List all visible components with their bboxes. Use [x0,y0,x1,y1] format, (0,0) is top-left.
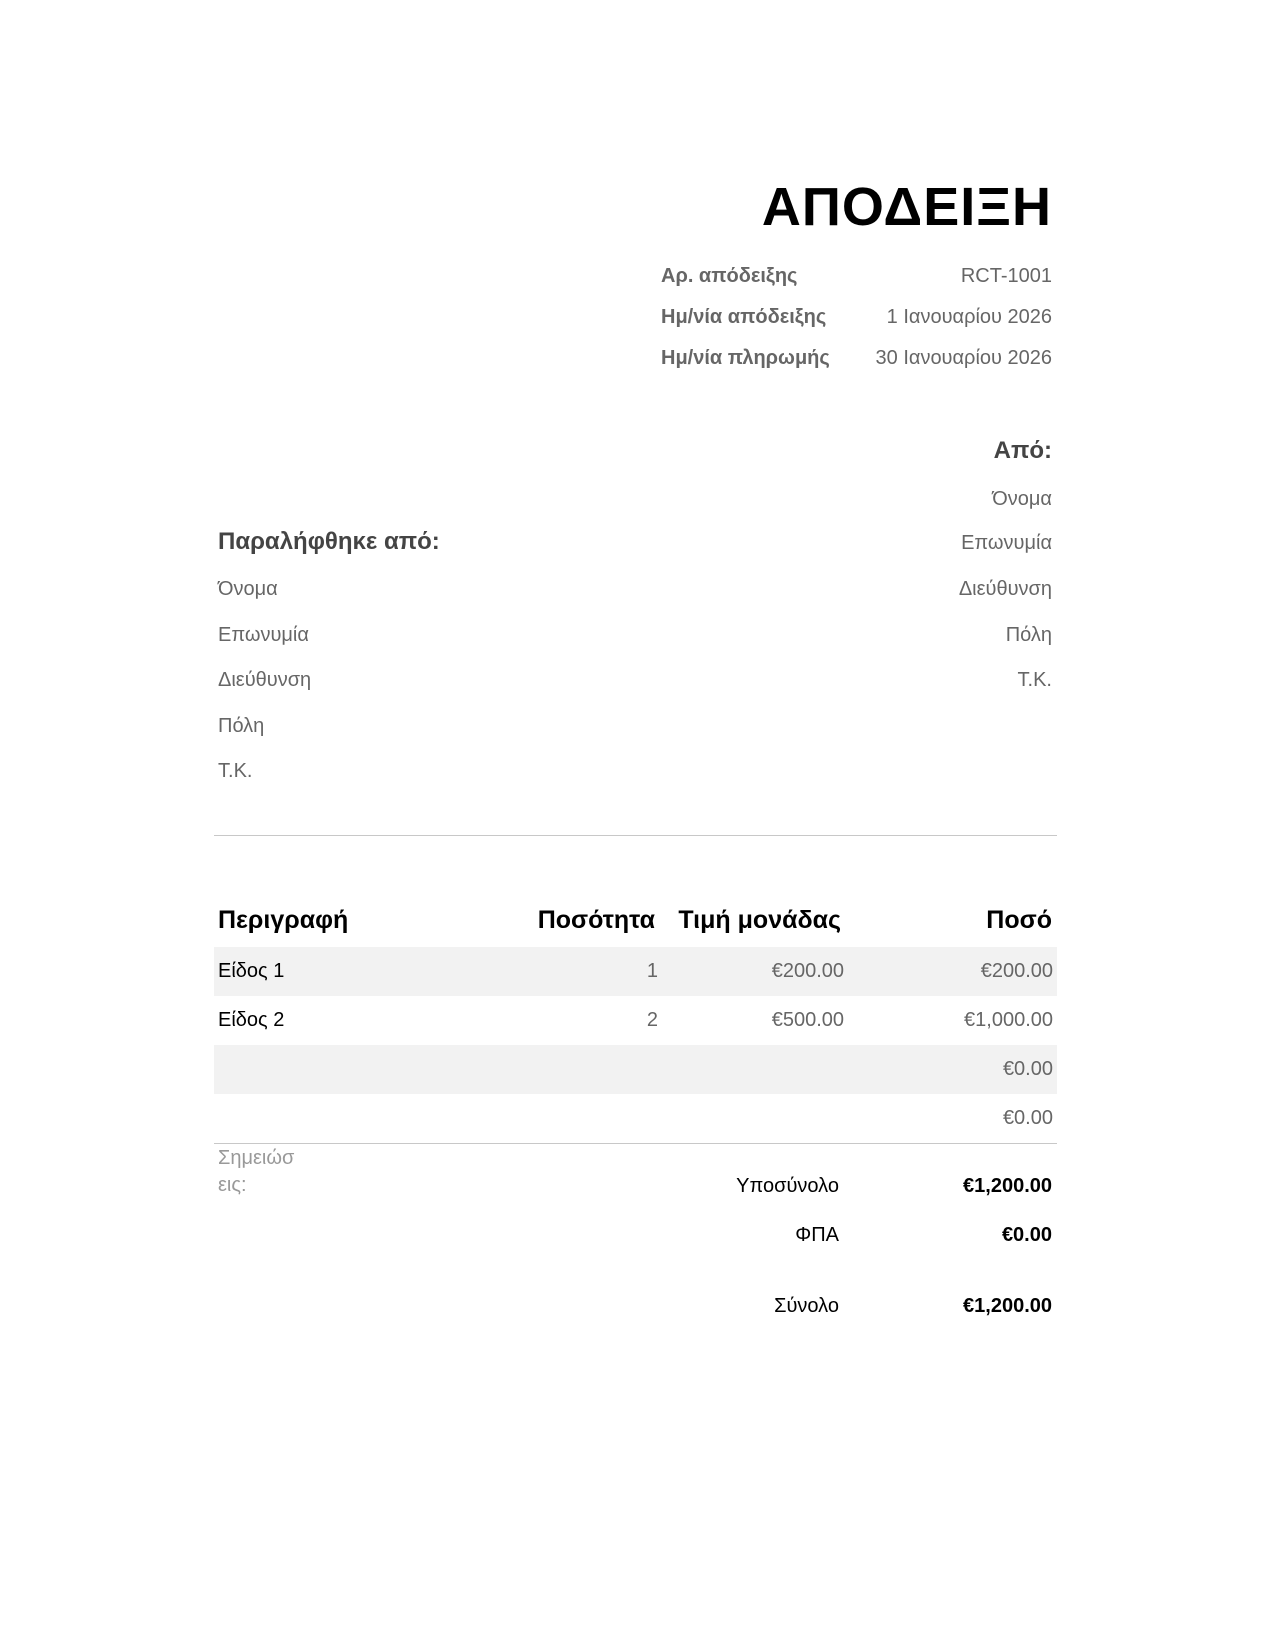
item-unit-price: €200.00 [771,960,844,982]
column-header-quantity: Ποσότητα [537,906,655,934]
tax-label: ΦΠΑ [795,1224,839,1246]
received-by-postcode: Τ.Κ. [218,760,253,782]
from-company: Επωνυμία [961,532,1052,554]
item-amount: €1,000.00 [964,1009,1053,1031]
from-address: Διεύθυνση [958,578,1052,600]
item-amount: €0.00 [1002,1107,1053,1129]
receipt-date-label: Ημ/νία απόδειξης [661,306,827,328]
receipt-number-label: Αρ. απόδειξης [661,265,798,287]
from-name: Όνομα [992,488,1052,510]
total-value: €1,200.00 [963,1295,1052,1317]
received-by-heading: Παραλήφθηκε από: [218,528,440,555]
received-by-city: Πόλη [218,715,265,737]
table-row [214,947,1057,996]
column-header-amount: Ποσό [986,906,1052,934]
subtotal-value: €1,200.00 [963,1175,1052,1197]
document-title: ΑΠΟΔΕΙΞΗ [761,177,1052,237]
notes-label: Σημειώσεις: [218,1147,295,1196]
received-by-company: Επωνυμία [218,624,309,646]
tax-value: €0.00 [1001,1224,1052,1246]
receipt-number-value: RCT-1001 [960,265,1052,287]
received-by-name: Όνομα [218,578,278,600]
item-amount: €200.00 [980,960,1053,982]
subtotal-label: Υποσύνολο [736,1175,839,1197]
receipt-date-value: 1 Ιανουαρίου 2026 [886,306,1052,328]
table-row [214,1094,1057,1143]
item-quantity: 1 [646,960,658,982]
payment-date-label: Ημ/νία πληρωμής [661,347,830,369]
item-description: Είδος 2 [218,1009,285,1031]
from-postcode: Τ.Κ. [1017,669,1052,691]
total-label: Σύνολο [774,1295,839,1317]
item-unit-price: €500.00 [771,1009,844,1031]
column-header-description: Περιγραφή [218,906,349,934]
item-quantity: 2 [646,1009,658,1031]
received-by-address: Διεύθυνση [218,669,312,691]
from-heading: Από: [993,437,1052,464]
column-header-unit-price: Τιμή μονάδας [678,906,841,934]
payment-date-value: 30 Ιανουαρίου 2026 [875,347,1052,369]
item-amount: €0.00 [1002,1058,1053,1080]
item-description: Είδος 1 [218,960,285,982]
table-bottom-divider [214,1143,1057,1144]
section-divider [214,835,1057,836]
table-row [214,996,1057,1045]
from-city: Πόλη [1005,624,1052,646]
table-row [214,1045,1057,1094]
